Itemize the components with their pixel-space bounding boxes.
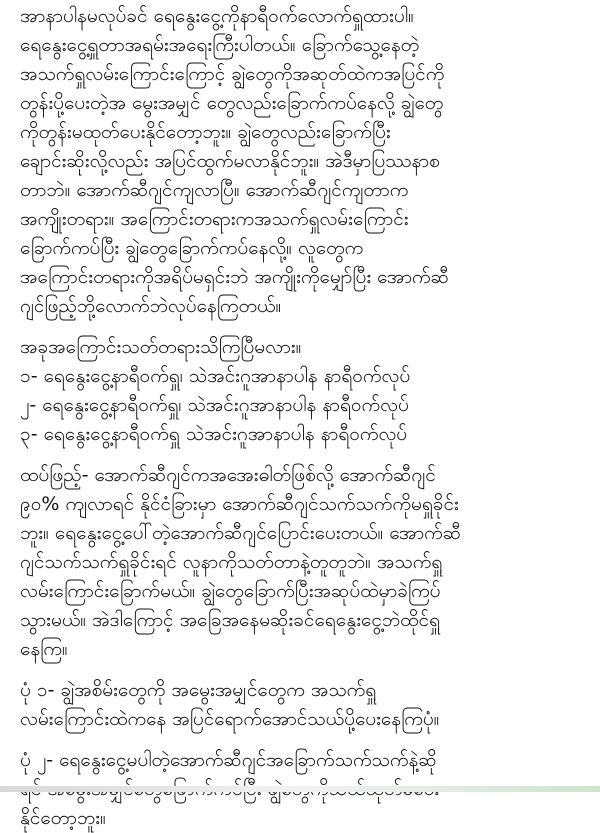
text-line: ဂျင်သက်သက်ရှူခိုင်းရင် လူနာကိုသတ်တာနဲ့တူတူဘဲ။ အသက်ရှူ [20, 551, 443, 573]
caption-line: ပုံ ၁- ချွဲအစိမ်းတွေကို အမွေးအမျှင်တွေက အသက်ရှူ [20, 679, 377, 701]
text-line: အာနာပါနမလုပ်ခင် ရေနွေးငွေ့ကိုနာရီဝက်လောက်ရှူထားပါ။ [20, 5, 414, 27]
text-line: အကျိုးတရား။ အကြောင်းတရားကအသက်ရှူလမ်းကြောင်း [20, 208, 409, 230]
text-line: ခြောက်ကပ်ပြီး ချွဲတွေခြောက်ကပ်နေလို့။ လူတွေက [20, 237, 364, 259]
text-line: ကိုတွန်းမထုတ်ပေးနိုင်တော့ဘူး။ ချွဲတွေလည်းခြောက်ပြီး [20, 121, 391, 143]
text-line: တွန်းပို့ပေးတဲ့အ မွေးအမျှင် တွေလည်းခြောက်ကပ်နေလို့ ချွဲတွေ [20, 92, 444, 114]
image-edge-strip [0, 786, 600, 792]
caption-line: ပုံ ၂- ရေနွေးငွေ့မပါတဲ့အောက်ဆီဂျင်အခြောက်သက်သက်နဲ့ဆို [20, 749, 437, 771]
paragraph-intro [20, 2, 586, 321]
caption-figure-1 [20, 676, 586, 734]
text-line: လမ်းကြောင်းခြောက်မယ်။ ချွဲတွေခြောက်ပြီးအဆုပ်ထဲမှာခဲကြပ် [20, 580, 441, 602]
text-line: ချောင်းဆိုးလို့လည်း အပြင်ထွက်မလာနိုင်ဘူး။ အဲဒီမှာပြဿနာစ [20, 150, 440, 172]
paragraph-addendum [20, 461, 586, 664]
text-line: ၉၀% ကျလာရင် နိုင်ငံခြားမှာ အောက်ဆီဂျင်သက်သက်ကိုမရှူခိုင်း [20, 493, 459, 515]
text-line: ရေနွေးငွေ့ရှူတာအရမ်းအရေးကြီးပါတယ်။ ခြောက်သွေ့နေတဲ့ [20, 34, 420, 56]
text-line: တာဘဲ။ အောက်ဆီဂျင်ကျလာပြီ။ အောက်ဆီဂျင်ကျတာက [20, 179, 409, 201]
text-line: သွားမယ်။ အဲဒါကြောင့် အခြေအနေမဆိုးခင်ရေနွေးငွေ့ဘဲထိုင်ရှူ [20, 609, 440, 631]
step-item: ၁- ရေနွေးငွေ့နာရီဝက်ရှူ၊ သဲအင်းဂူအာနာပါန နာရီဝက်လုပ် [20, 365, 411, 387]
step-item: ၂- ရေနွေးငွေ့နာရီဝက်ရှူ၊ သဲအင်းဂူအာနာပါန နာရီဝက်လုပ် [20, 394, 409, 416]
text-line: ဘူး။ ရေနွေးငွေ့ပေါ်တဲ့အောက်ဆီဂျင်ပြောင်းပေးတယ်။ အောက်ဆီ [20, 522, 462, 544]
text-line: အသက်ရှူလမ်းကြောင်းကြောင့် ချွဲတွေကိုအဆုတ်ထဲကအပြင်ကို [20, 63, 445, 85]
step-item: ၃- ရေနွေးငွေ့နာရီဝက်ရှူ သဲအင်းဂူအာနာပါန နာရီဝက်လုပ် [20, 423, 408, 445]
text-line: ထပ်ဖြည့်- အောက်ဆီဂျင်ကအအေးဓါတ်ဖြစ်လို့ အောက်ဆီဂျင် [20, 464, 436, 486]
caption-line: လမ်းကြောင်းထဲကနေ အပြင်ရောက်အောင်သယ်ပို့ပေးနေကြပုံ။ [20, 708, 440, 730]
text-line: နေကြ။ [20, 638, 68, 660]
text-line: ဂျင်ဖြည့်ဘို့လောက်ဘဲလုပ်နေကြတယ်။ [20, 295, 282, 317]
steps-heading: အခုအကြောင်းသတ်တရားသိကြပြီမလား။ [20, 336, 302, 358]
text-line: အကြောင်းတရားကိုအရိပ်မရှင်းဘဲ အကျိုးကိုမျှော်ပြီး အောက်ဆီ [20, 266, 449, 288]
paragraph-steps [20, 333, 586, 449]
caption-line: နိုင်တော့ဘူး။ [20, 807, 106, 829]
